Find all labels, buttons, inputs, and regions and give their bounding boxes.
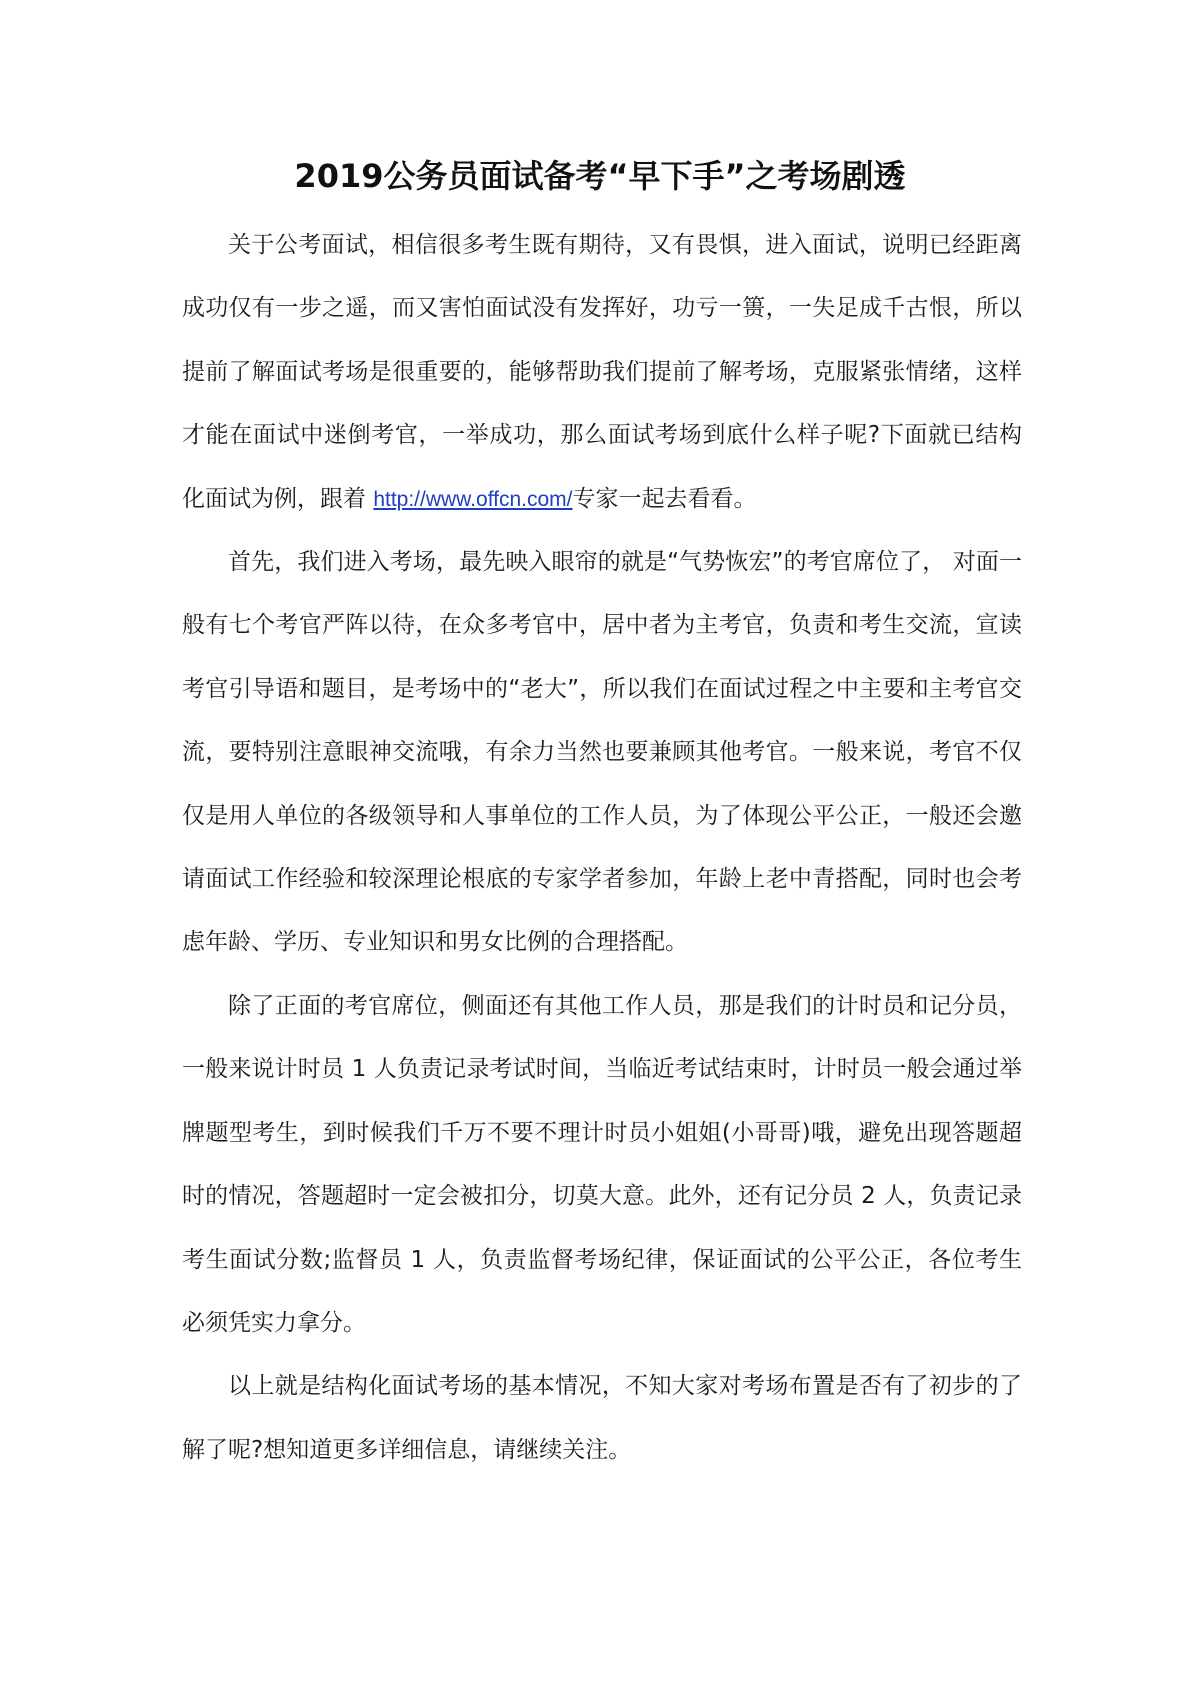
offcn-link[interactable]: http://www.offcn.com/ [373,487,573,511]
document-body [182,214,1022,1482]
paragraph-staff: 除了正面的考官席位，侧面还有其他工作人员，那是我们的计时员和记分员，一般来说计时员 1 人负责记录考试时间，当临近考试结束时，计时员一般会通过举牌题型考生，到时候我们千万不要不理计时员小姐姐(小哥哥)哦，避免出现答题超时的情况，答题超时一定会被扣分，切莫大意。此外，还有记分员 2 人，负责记录考生面试分数;监督员 1 人，负责监督考场纪律，保证面试的公平公正，各位考生必须凭实力拿分。 [182,992,1022,1336]
paragraph-intro-text-end: 专家一起去看看。 [572,485,757,512]
paragraph-conclusion: 以上就是结构化面试考场的基本情况，不知大家对考场布置是否有了初步的了解了呢?想知道更多详细信息，请继续关注。 [182,1373,1022,1463]
paragraph-intro-text: 关于公考面试，相信很多考生既有期待，又有畏惧，进入面试，说明已经距离成功仅有一步之遥，而又害怕面试没有发挥好，功亏一篑，一失足成千古恨，所以提前了解面试考场是很重要的，能够帮助我们提前了解考场，克服紧张情绪，这样才能在面试中迷倒考官，一举成功，那么面试考场到底什么样子呢?下面就已结构化面试为例，跟着 [182,232,1022,512]
paragraph-examiners: 首先，我们进入考场，最先映入眼帘的就是“气势恢宏”的考官席位了， 对面一般有七个考官严阵以待，在众多考官中，居中者为主考官，负责和考生交流，宣读考官引导语和题目，是考场中的“老大”，所以我们在面试过程之中主要和主考官交流，要特别注意眼神交流哦，有余力当然也要兼顾其他考官。一般来说，考官不仅仅是用人单位的各级领导和人事单位的工作人员，为了体现公平公正，一般还会邀请面试工作经验和较深理论根底的专家学者参加，年龄上老中青搭配，同时也会考虑年龄、学历、专业知识和男女比例的合理搭配。 [182,549,1022,956]
document-title: 2019公务员面试备考“早下手”之考场剧透 [294,157,906,195]
paragraph-intro [182,214,1022,531]
